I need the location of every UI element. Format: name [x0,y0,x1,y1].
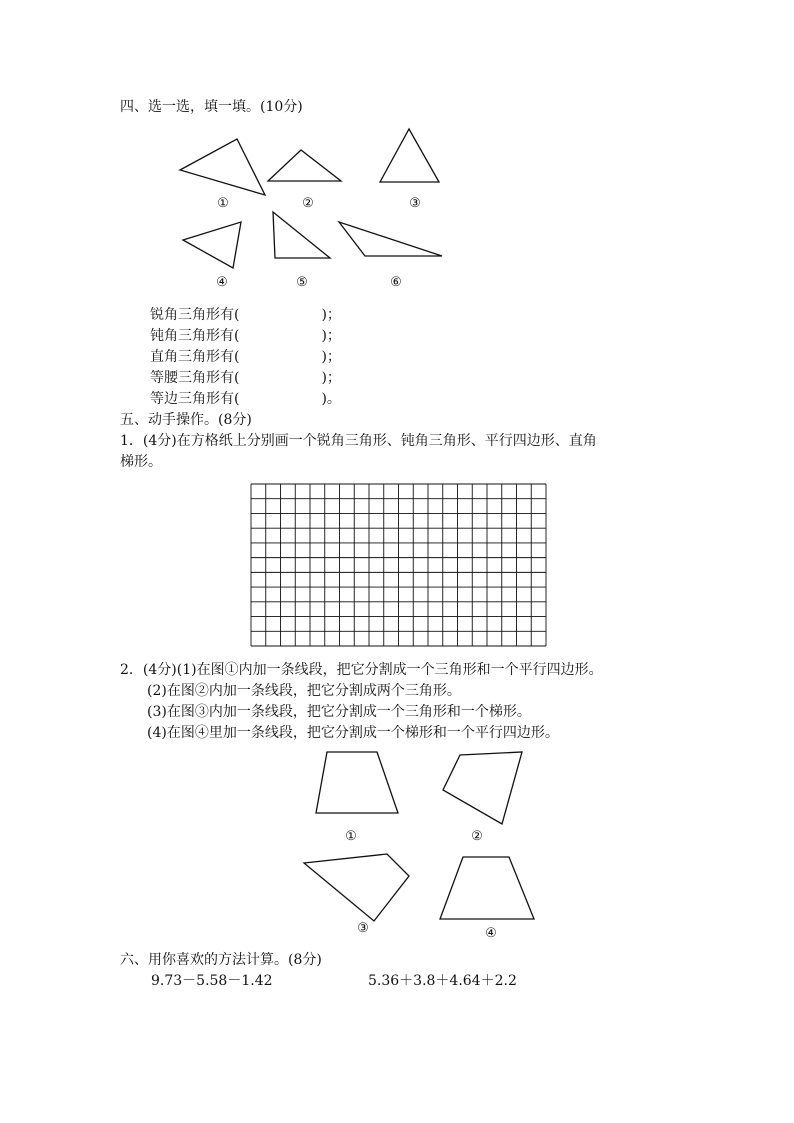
shape-label-1: ① [217,196,229,211]
triangle-2 [268,150,341,181]
shape-label-5: ⑤ [296,275,308,290]
triangle-4 [183,222,241,268]
fill-item-isosceles: 等腰三角形有( )； [150,370,341,386]
quad-label-1: ① [345,829,357,844]
calc-expression-2: 5.36＋3.8＋4.64＋2.2 [368,973,517,989]
triangle-3 [380,129,439,182]
q2-line4: (4)在图④里加一条线段，把它分割成一个梯形和一个平行四边形。 [147,725,559,741]
triangle-1 [180,139,265,195]
q1-line1: 1．(4分)在方格纸上分别画一个锐角三角形、钝角三角形、平行四边形、直角 [120,433,597,449]
fill-item-equilateral: 等边三角形有( )。 [150,391,341,407]
shape-label-4: ④ [216,275,228,290]
section6-heading: 六、用你喜欢的方法计算。(8分) [120,952,322,968]
grid-paper [251,484,546,646]
fill-item-obtuse: 钝角三角形有( )； [150,328,341,344]
quad-3 [304,854,409,921]
quad-label-4: ④ [485,926,497,941]
triangle-5 [273,212,330,258]
shape-label-6: ⑥ [390,275,402,290]
shape-label-3: ③ [409,196,421,211]
section4-heading: 四、选一选，填一填。(10分) [120,99,303,115]
quad-2 [443,752,522,824]
q1-line2: 梯形。 [120,454,162,470]
fill-item-right: 直角三角形有( )； [150,349,341,365]
q2-line2: (2)在图②内加一条线段，把它分割成两个三角形。 [147,683,461,699]
shape-label-2: ② [302,196,314,211]
quad-label-2: ② [471,829,483,844]
section5-heading: 五、动手操作。(8分) [120,412,252,428]
quad-1 [316,752,398,813]
triangle-6 [339,222,442,256]
calc-expression-1: 9.73－5.58－1.42 [151,973,273,989]
q2-line3: (3)在图③内加一条线段，把它分割成一个三角形和一个梯形。 [147,704,531,720]
quad-label-3: ③ [357,921,369,936]
quad-4 [440,857,534,919]
fill-item-acute: 锐角三角形有( )； [150,307,341,323]
q2-line1: 2．(4分)(1)在图①内加一条线段，把它分割成一个三角形和一个平行四边形。 [120,662,603,678]
